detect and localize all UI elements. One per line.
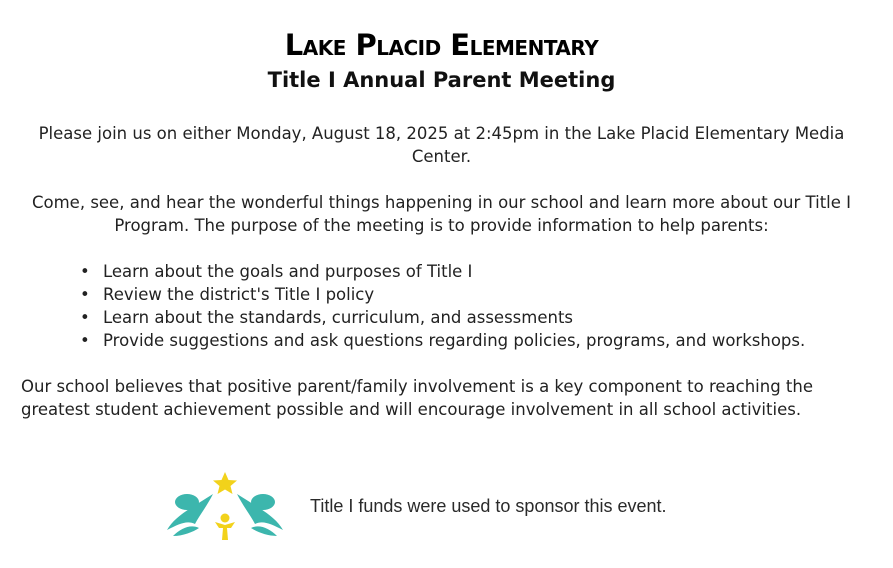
list-item [80, 329, 805, 352]
bullet-icon: • [80, 308, 90, 327]
invite-paragraph: Please join us on either Monday, August 18, 2025 at 2:45pm in the Lake Placid Elementary Media Center. [38, 124, 845, 166]
closing-paragraph: Our school believes that positive parent/family involvement is a key component to reaching the greatest student achievement possible and will encourage involvement in all school activities. [21, 377, 814, 419]
list-item [80, 283, 805, 306]
left-figure-icon [167, 494, 213, 536]
list-item-text: Learn about the standards, curriculum, and assessments [103, 308, 574, 327]
intro-paragraph: Come, see, and hear the wonderful things happening in our school and learn more about our Title I Program. The purpose of the meeting is to provide information to help parents: [31, 193, 852, 235]
meeting-subtitle: Title I Annual Parent Meeting [267, 68, 616, 92]
list-item-text: Review the district's Title I policy [103, 285, 375, 304]
list-item-text: Learn about the goals and purposes of Title I [103, 262, 473, 281]
bullet-icon: • [80, 285, 90, 304]
bullet-icon: • [80, 262, 90, 281]
bullet-icon: • [80, 331, 90, 350]
title-one-family-icon [165, 470, 285, 542]
purpose-list [80, 260, 805, 352]
list-item [80, 260, 805, 283]
child-figure-icon [215, 514, 235, 541]
list-item [80, 306, 805, 329]
star-icon [213, 472, 237, 494]
right-figure-icon [237, 494, 283, 536]
funding-note: Title I funds were used to sponsor this event. [310, 496, 667, 516]
school-name-title: Lake Placid Elementary [284, 28, 599, 62]
list-item-text: Provide suggestions and ask questions regarding policies, programs, and workshops. [103, 331, 806, 350]
